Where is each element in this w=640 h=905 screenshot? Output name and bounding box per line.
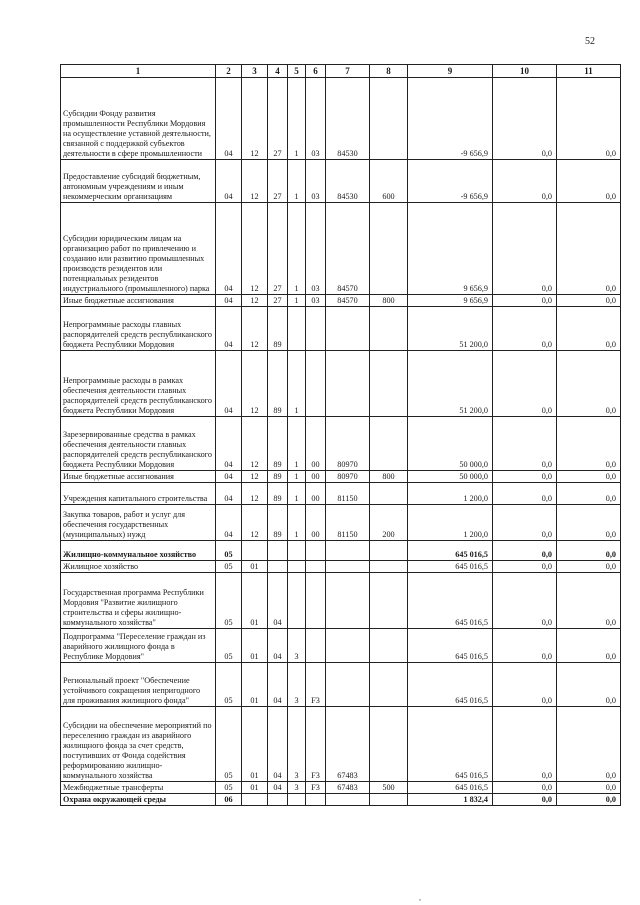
cell-col-9: 645 016,5 [408, 573, 493, 629]
cell-col-8: 200 [370, 505, 408, 541]
cell-col-6 [306, 629, 326, 663]
table-row [61, 707, 621, 782]
cell-col-10: 0,0 [493, 471, 557, 483]
table-row [61, 794, 621, 806]
cell-col-4: 04 [268, 707, 288, 782]
cell-col-7 [326, 561, 370, 573]
cell-col-7 [326, 541, 370, 561]
cell-col-11: 0,0 [557, 351, 621, 417]
table-row [61, 471, 621, 483]
cell-col-10: 0,0 [493, 541, 557, 561]
header-row [61, 65, 621, 78]
cell-col-7 [326, 307, 370, 351]
cell-col-8 [370, 307, 408, 351]
cell-col-9: 50 000,0 [408, 417, 493, 471]
cell-col-11: 0,0 [557, 663, 621, 707]
cell-col-11: 0,0 [557, 794, 621, 806]
table-row [61, 629, 621, 663]
cell-col-2: 04 [216, 483, 242, 505]
cell-col-10: 0,0 [493, 417, 557, 471]
cell-col-6: 00 [306, 471, 326, 483]
row-name: Государственная программа Республики Мордовия "Развитие жилищного строительства и сферы жилищно-коммунального хозяйства" [61, 573, 216, 629]
row-name: Иные бюджетные ассигнования [61, 471, 216, 483]
cell-col-3: 01 [242, 782, 268, 794]
cell-col-4: 89 [268, 471, 288, 483]
cell-col-9: 1 832,4 [408, 794, 493, 806]
cell-col-5: 1 [288, 203, 306, 295]
cell-col-2: 05 [216, 782, 242, 794]
cell-col-4 [268, 794, 288, 806]
cell-col-7: 80970 [326, 471, 370, 483]
cell-col-3: 12 [242, 78, 268, 160]
cell-col-4: 89 [268, 351, 288, 417]
cell-col-2: 05 [216, 541, 242, 561]
cell-col-3 [242, 794, 268, 806]
cell-col-5: 1 [288, 417, 306, 471]
cell-col-4: 27 [268, 160, 288, 203]
cell-col-9: 9 656,9 [408, 203, 493, 295]
cell-col-6: 00 [306, 417, 326, 471]
budget-table [60, 64, 621, 806]
cell-col-4: 04 [268, 629, 288, 663]
cell-col-2: 04 [216, 471, 242, 483]
cell-col-4: 27 [268, 78, 288, 160]
cell-col-5: 3 [288, 707, 306, 782]
cell-col-10: 0,0 [493, 203, 557, 295]
cell-col-10: 0,0 [493, 160, 557, 203]
cell-col-4: 89 [268, 307, 288, 351]
column-header-10: 10 [493, 65, 557, 78]
row-name: Учреждения капитального строительства [61, 483, 216, 505]
cell-col-3: 12 [242, 483, 268, 505]
cell-col-11: 0,0 [557, 295, 621, 307]
cell-col-9: 51 200,0 [408, 351, 493, 417]
row-name: Закупка товаров, работ и услуг для обеспечения государственных (муниципальных) нужд [61, 505, 216, 541]
cell-col-10: 0,0 [493, 707, 557, 782]
row-name: Региональный проект "Обеспечение устойчивого сокращения непригодного для проживания жилищного фонда" [61, 663, 216, 707]
cell-col-4: 89 [268, 483, 288, 505]
cell-col-11: 0,0 [557, 417, 621, 471]
table-row [61, 307, 621, 351]
row-name: Охрана окружающей среды [61, 794, 216, 806]
cell-col-11: 0,0 [557, 78, 621, 160]
cell-col-9: 645 016,5 [408, 561, 493, 573]
cell-col-4: 27 [268, 295, 288, 307]
row-name: Субсидии юридическим лицам на организацию работ по привлечению и созданию или развитию промышленных производств резидентов или потенциальных резидентов индустриального (промышленного) парка [61, 203, 216, 295]
cell-col-8 [370, 78, 408, 160]
cell-col-8 [370, 203, 408, 295]
cell-col-8 [370, 663, 408, 707]
cell-col-9: 50 000,0 [408, 471, 493, 483]
cell-col-5: 1 [288, 78, 306, 160]
cell-col-6: F3 [306, 707, 326, 782]
cell-col-9: 645 016,5 [408, 707, 493, 782]
table-row [61, 782, 621, 794]
cell-col-11: 0,0 [557, 471, 621, 483]
cell-col-2: 06 [216, 794, 242, 806]
cell-col-9: 645 016,5 [408, 541, 493, 561]
cell-col-6 [306, 573, 326, 629]
cell-col-11: 0,0 [557, 160, 621, 203]
cell-col-9: 645 016,5 [408, 782, 493, 794]
cell-col-9: -9 656,9 [408, 78, 493, 160]
cell-col-8: 500 [370, 782, 408, 794]
cell-col-5: 1 [288, 483, 306, 505]
cell-col-9: 1 200,0 [408, 483, 493, 505]
cell-col-8 [370, 629, 408, 663]
cell-col-2: 04 [216, 351, 242, 417]
page-number: 52 [585, 36, 595, 47]
column-header-4: 4 [268, 65, 288, 78]
cell-col-5: 3 [288, 782, 306, 794]
cell-col-3: 01 [242, 573, 268, 629]
table-row [61, 417, 621, 471]
cell-col-8: 600 [370, 160, 408, 203]
cell-col-5: 1 [288, 505, 306, 541]
cell-col-10: 0,0 [493, 78, 557, 160]
cell-col-6: 03 [306, 203, 326, 295]
table-row [61, 160, 621, 203]
table-row [61, 561, 621, 573]
cell-col-10: 0,0 [493, 573, 557, 629]
cell-col-7: 81150 [326, 505, 370, 541]
row-name: Зарезервированные средства в рамках обеспечения деятельности главных распорядителей средств республиканского бюджета Республики Мордовия [61, 417, 216, 471]
table-row [61, 541, 621, 561]
cell-col-11: 0,0 [557, 203, 621, 295]
cell-col-4: 27 [268, 203, 288, 295]
cell-col-5: 3 [288, 663, 306, 707]
cell-col-2: 05 [216, 663, 242, 707]
cell-col-2: 04 [216, 307, 242, 351]
cell-col-8 [370, 707, 408, 782]
row-name: Непрограммные расходы в рамках обеспечения деятельности главных распорядителей средств республиканского бюджета Республики Мордовия [61, 351, 216, 417]
table-row [61, 483, 621, 505]
cell-col-5: 1 [288, 471, 306, 483]
cell-col-6 [306, 541, 326, 561]
column-header-8: 8 [370, 65, 408, 78]
cell-col-8 [370, 573, 408, 629]
cell-col-8 [370, 417, 408, 471]
cell-col-7: 80970 [326, 417, 370, 471]
cell-col-9: -9 656,9 [408, 160, 493, 203]
column-header-9: 9 [408, 65, 493, 78]
table-row [61, 203, 621, 295]
cell-col-11: 0,0 [557, 541, 621, 561]
row-name: Непрограммные расходы главных распорядителей средств республиканского бюджета Республики Мордовия [61, 307, 216, 351]
cell-col-10: 0,0 [493, 782, 557, 794]
cell-col-2: 04 [216, 295, 242, 307]
cell-col-2: 05 [216, 561, 242, 573]
cell-col-6: F3 [306, 663, 326, 707]
row-name: Жилищное хозяйство [61, 561, 216, 573]
cell-col-5 [288, 541, 306, 561]
cell-col-5 [288, 307, 306, 351]
table-row [61, 663, 621, 707]
cell-col-8 [370, 483, 408, 505]
cell-col-7: 84530 [326, 160, 370, 203]
cell-col-4 [268, 561, 288, 573]
cell-col-6: 03 [306, 295, 326, 307]
cell-col-3: 01 [242, 561, 268, 573]
cell-col-5: 1 [288, 160, 306, 203]
cell-col-11: 0,0 [557, 629, 621, 663]
cell-col-11: 0,0 [557, 505, 621, 541]
cell-col-7: 81150 [326, 483, 370, 505]
cell-col-5 [288, 561, 306, 573]
cell-col-7: 84530 [326, 78, 370, 160]
cell-col-7 [326, 629, 370, 663]
cell-col-11: 0,0 [557, 561, 621, 573]
cell-col-4: 89 [268, 417, 288, 471]
cell-col-9: 1 200,0 [408, 505, 493, 541]
cell-col-7 [326, 573, 370, 629]
cell-col-2: 05 [216, 707, 242, 782]
cell-col-6: 03 [306, 78, 326, 160]
cell-col-4: 04 [268, 573, 288, 629]
cell-col-3: 12 [242, 471, 268, 483]
cell-col-2: 04 [216, 417, 242, 471]
cell-col-3: 12 [242, 203, 268, 295]
table-row [61, 295, 621, 307]
cell-col-2: 04 [216, 160, 242, 203]
cell-col-7: 67483 [326, 707, 370, 782]
cell-col-7 [326, 663, 370, 707]
cell-col-8: 800 [370, 295, 408, 307]
column-header-3: 3 [242, 65, 268, 78]
cell-col-7 [326, 351, 370, 417]
cell-col-4: 89 [268, 505, 288, 541]
cell-col-9: 9 656,9 [408, 295, 493, 307]
row-name: Иные бюджетные ассигнования [61, 295, 216, 307]
column-header-11: 11 [557, 65, 621, 78]
cell-col-11: 0,0 [557, 573, 621, 629]
cell-col-6 [306, 351, 326, 417]
cell-col-7: 84570 [326, 203, 370, 295]
cell-col-6: 00 [306, 483, 326, 505]
cell-col-10: 0,0 [493, 351, 557, 417]
cell-col-8 [370, 561, 408, 573]
cell-col-8 [370, 351, 408, 417]
cell-col-2: 05 [216, 573, 242, 629]
cell-col-7: 67483 [326, 782, 370, 794]
row-name: Подпрограмма "Переселение граждан из аварийного жилищного фонда в Республике Мордовия" [61, 629, 216, 663]
cell-col-3: 12 [242, 505, 268, 541]
cell-col-11: 0,0 [557, 483, 621, 505]
row-name: Субсидии Фонду развития промышленности Республики Мордовия на осуществление уставной деятельности, связанной с поддержкой субъектов деятельности в сфере промышленности [61, 78, 216, 160]
table-body [61, 78, 621, 806]
cell-col-4: 04 [268, 782, 288, 794]
table-row [61, 78, 621, 160]
cell-col-10: 0,0 [493, 561, 557, 573]
row-name: Жилищно-коммунальное хозяйство [61, 541, 216, 561]
column-header-6: 6 [306, 65, 326, 78]
cell-col-10: 0,0 [493, 505, 557, 541]
cell-col-6 [306, 307, 326, 351]
row-name: Субсидии на обеспечение мероприятий по переселению граждан из аварийного жилищного фонда за счет средств, поступивших от Фонда содействия реформированию жилищно-коммунального хозяйства [61, 707, 216, 782]
column-header-5: 5 [288, 65, 306, 78]
cell-col-3: 12 [242, 295, 268, 307]
cell-col-5 [288, 573, 306, 629]
cell-col-8 [370, 541, 408, 561]
cell-col-2: 04 [216, 78, 242, 160]
cell-col-7 [326, 794, 370, 806]
cell-col-6 [306, 561, 326, 573]
column-header-2: 2 [216, 65, 242, 78]
cell-col-10: 0,0 [493, 307, 557, 351]
table-row [61, 505, 621, 541]
cell-col-8: 800 [370, 471, 408, 483]
cell-col-5: 1 [288, 295, 306, 307]
cell-col-9: 51 200,0 [408, 307, 493, 351]
cell-col-9: 645 016,5 [408, 629, 493, 663]
cell-col-10: 0,0 [493, 663, 557, 707]
cell-col-3: 01 [242, 707, 268, 782]
cell-col-3: 12 [242, 351, 268, 417]
cell-col-2: 04 [216, 505, 242, 541]
row-name: Предоставление субсидий бюджетным, автономным учреждениям и иным некоммерческим организациям [61, 160, 216, 203]
cell-col-3: 12 [242, 417, 268, 471]
cell-col-5: 3 [288, 629, 306, 663]
cell-col-5 [288, 794, 306, 806]
cell-col-5: 1 [288, 351, 306, 417]
cell-col-2: 05 [216, 629, 242, 663]
cell-col-9: 645 016,5 [408, 663, 493, 707]
cell-col-6 [306, 794, 326, 806]
row-name: Межбюджетные трансферты [61, 782, 216, 794]
column-header-1: 1 [61, 65, 216, 78]
cell-col-2: 04 [216, 203, 242, 295]
cell-col-10: 0,0 [493, 629, 557, 663]
cell-col-10: 0,0 [493, 483, 557, 505]
table-row [61, 573, 621, 629]
cell-col-11: 0,0 [557, 782, 621, 794]
cell-col-11: 0,0 [557, 307, 621, 351]
footer-mark: , [419, 893, 421, 902]
cell-col-3: 01 [242, 629, 268, 663]
cell-col-7: 84570 [326, 295, 370, 307]
cell-col-10: 0,0 [493, 295, 557, 307]
cell-col-8 [370, 794, 408, 806]
cell-col-4: 04 [268, 663, 288, 707]
cell-col-3: 12 [242, 160, 268, 203]
cell-col-6: F3 [306, 782, 326, 794]
column-header-7: 7 [326, 65, 370, 78]
cell-col-4 [268, 541, 288, 561]
cell-col-6: 03 [306, 160, 326, 203]
table-row [61, 351, 621, 417]
cell-col-3: 01 [242, 663, 268, 707]
cell-col-11: 0,0 [557, 707, 621, 782]
cell-col-3: 12 [242, 307, 268, 351]
cell-col-10: 0,0 [493, 794, 557, 806]
cell-col-3 [242, 541, 268, 561]
cell-col-6: 00 [306, 505, 326, 541]
